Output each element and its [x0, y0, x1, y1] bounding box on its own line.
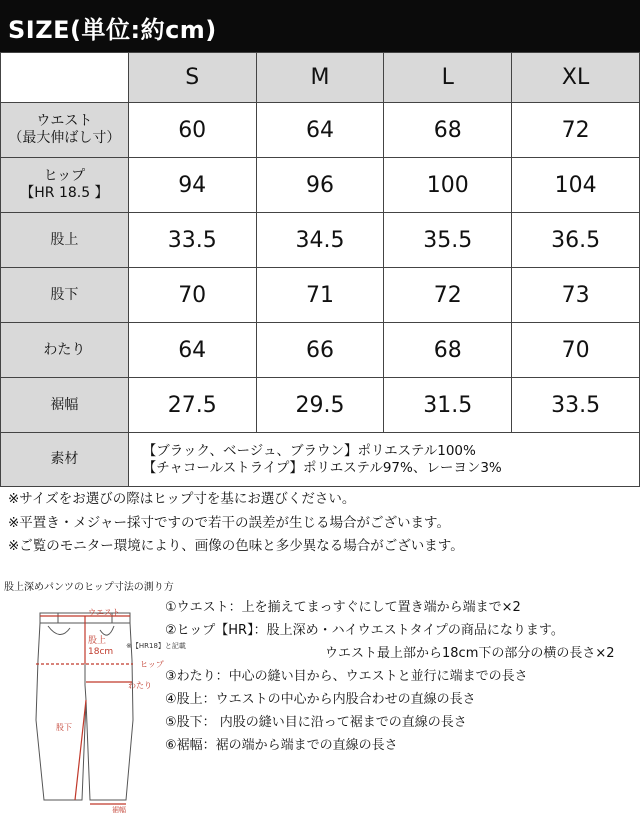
material-cell	[128, 433, 639, 487]
material-line-1: 【ブラック、ベージュ、ブラウン】ポリエステル100%	[142, 442, 476, 459]
size-header-l: L	[384, 53, 512, 103]
table-cell: 33.5	[128, 213, 256, 268]
table-cell: 70	[128, 268, 256, 323]
table-corner-cell	[1, 53, 129, 103]
table-cell: 104	[512, 158, 640, 213]
note-item: ※ご覧のモニター環境により、画像の色味と多少異なる場合がございます。	[8, 538, 464, 554]
label-inseam: 股下	[56, 723, 72, 732]
size-header-xl: XL	[512, 53, 640, 103]
table-cell: 72	[384, 268, 512, 323]
table-cell: 66	[256, 323, 384, 378]
table-cell: 73	[512, 268, 640, 323]
table-cell: 68	[384, 103, 512, 158]
row-label-thigh: わたり	[1, 323, 129, 378]
row-label-hem: 裾幅	[1, 378, 129, 433]
table-cell: 64	[256, 103, 384, 158]
size-header-m: M	[256, 53, 384, 103]
table-cell: 64	[128, 323, 256, 378]
row-label-hip: ヒップ 【HR 18.5 】	[1, 158, 129, 213]
notes	[8, 488, 464, 559]
step-item: ②ヒップ【HR】：股上深め・ハイウエストタイプの商品になります。	[165, 623, 564, 638]
material-row	[1, 433, 640, 487]
table-cell: 70	[512, 323, 640, 378]
page-title: SIZE(単位:約cm)	[8, 16, 217, 44]
label-rise: 股上	[88, 636, 107, 646]
label-hip: ヒップ	[140, 660, 164, 669]
label-thigh: わたり	[128, 681, 152, 690]
title-bar	[0, 0, 640, 52]
label-hem: 裾幅	[112, 806, 126, 814]
table-cell: 36.5	[512, 213, 640, 268]
label-waist: ウエスト	[88, 608, 120, 617]
step-item-continuation: ウエスト最上部から18cm下の部分の横の長さ×2	[325, 646, 615, 661]
label-hr-note: ※【HR18】と記載	[126, 642, 186, 650]
table-row	[1, 213, 640, 268]
table-cell: 71	[256, 268, 384, 323]
table-cell: 68	[384, 323, 512, 378]
table-cell: 72	[512, 103, 640, 158]
size-header-row	[1, 53, 640, 103]
table-cell: 34.5	[256, 213, 384, 268]
material-line-2: 【チャコールストライプ】ポリエステル97%、レーヨン3%	[142, 459, 502, 476]
table-cell: 94	[128, 158, 256, 213]
table-row	[1, 268, 640, 323]
table-cell: 60	[128, 103, 256, 158]
step-item: ③わたり：中心の縫い目から、ウエストと並行に端までの長さ	[165, 669, 528, 684]
note-item: ※平置き・メジャー採寸ですので若干の誤差が生じる場合がございます。	[8, 514, 450, 531]
step-item: ⑤股下： 内股の縫い目に沿って裾までの直線の長さ	[165, 715, 467, 730]
table-cell: 96	[256, 158, 384, 213]
step-item: ⑥裾幅：裾の端から端までの直線の長さ	[165, 738, 398, 753]
step-item: ④股上：ウエストの中心から内股合わせの直線の長さ	[165, 692, 476, 707]
table-cell: 29.5	[256, 378, 384, 433]
table-cell: 100	[384, 158, 512, 213]
size-table	[0, 52, 640, 487]
pants-diagram	[0, 590, 186, 816]
table-row	[1, 158, 640, 213]
table-row	[1, 323, 640, 378]
table-row	[1, 103, 640, 158]
step-item: ①ウエスト：上を揃えてまっすぐにして置き端から端まで×2	[165, 600, 521, 615]
row-label-inseam: 股下	[1, 268, 129, 323]
table-cell: 35.5	[384, 213, 512, 268]
measure-lines	[36, 616, 133, 804]
label-18cm: 18cm	[88, 647, 114, 657]
measurement-steps	[165, 596, 615, 757]
note-item: ※サイズをお選びの際はヒップ寸を基にお選びください。	[8, 491, 356, 507]
table-cell: 33.5	[512, 378, 640, 433]
row-label-waist: ウエスト （最大伸ばし寸）	[1, 103, 129, 158]
table-cell: 27.5	[128, 378, 256, 433]
table-row	[1, 378, 640, 433]
size-header-s: S	[128, 53, 256, 103]
row-label-rise: 股上	[1, 213, 129, 268]
table-cell: 31.5	[384, 378, 512, 433]
diagram-title: 股上深めパンツのヒップ寸法の測り方	[4, 582, 174, 593]
row-label-material: 素材	[1, 433, 129, 487]
